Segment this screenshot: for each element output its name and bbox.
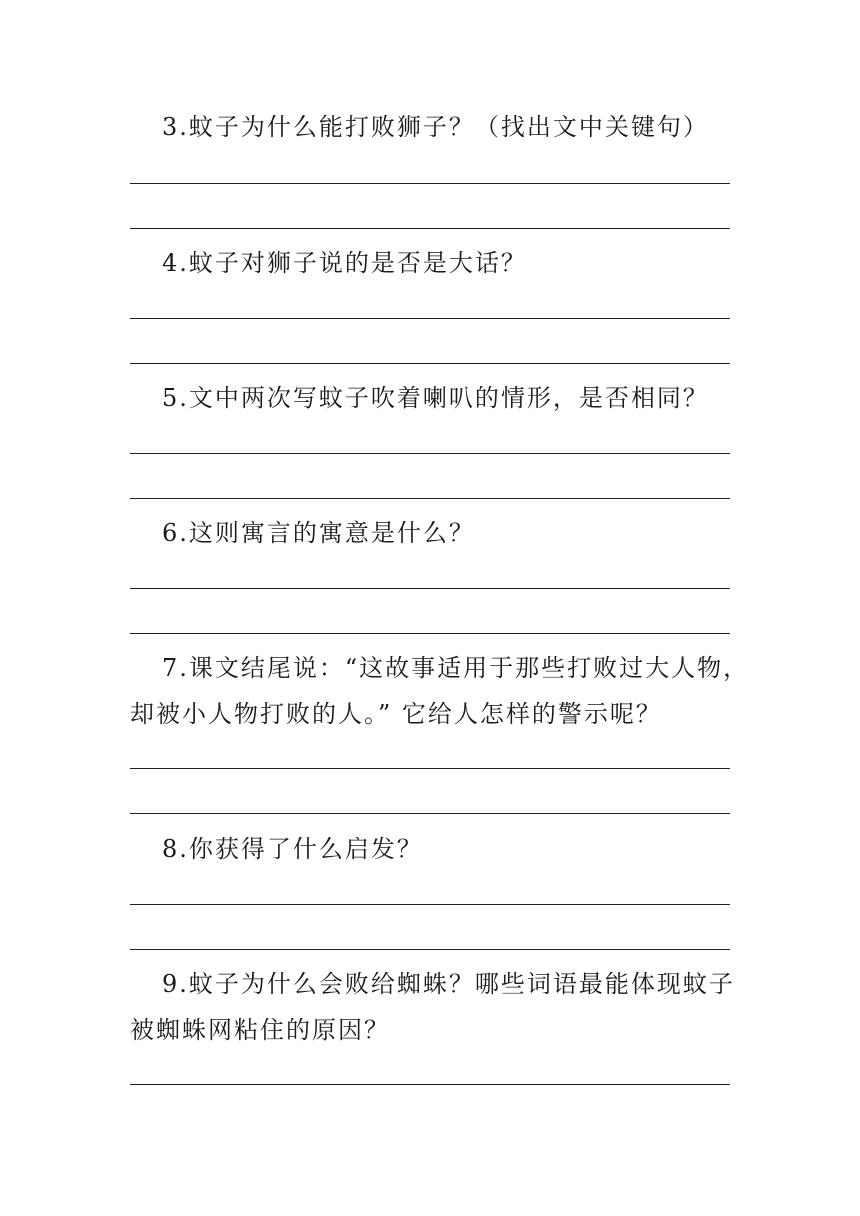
question-line bbox=[130, 961, 735, 1007]
answer-line[interactable] bbox=[130, 813, 730, 814]
question-line bbox=[130, 691, 730, 737]
question-line bbox=[130, 1007, 730, 1053]
answer-line[interactable] bbox=[130, 588, 730, 589]
question-4 bbox=[130, 240, 730, 286]
question-text: 课文结尾说：“这故事适用于那些打败过大人物， bbox=[188, 654, 750, 682]
question-5 bbox=[130, 375, 730, 421]
question-text: 蚊子为什么能打败狮子？（找出文中关键句） bbox=[188, 113, 709, 141]
question-3 bbox=[130, 104, 730, 150]
answer-line[interactable] bbox=[130, 949, 730, 950]
question-text: 被蜘蛛网粘住的原因？ bbox=[130, 1016, 390, 1044]
question-9 bbox=[130, 961, 735, 1053]
answer-line[interactable] bbox=[130, 1084, 730, 1085]
question-6 bbox=[130, 510, 730, 556]
question-text: 文中两次写蚊子吹着喇叭的情形，是否相同？ bbox=[188, 384, 709, 412]
answer-line[interactable] bbox=[130, 363, 730, 364]
question-text: 蚊子对狮子说的是否是大话？ bbox=[188, 249, 527, 277]
question-line bbox=[130, 645, 750, 691]
answer-line[interactable] bbox=[130, 228, 730, 229]
answer-line[interactable] bbox=[130, 904, 730, 905]
question-8 bbox=[130, 826, 730, 872]
answer-line[interactable] bbox=[130, 498, 730, 499]
question-text: 这则寓言的寓意是什么？ bbox=[188, 519, 475, 547]
question-7 bbox=[130, 645, 750, 737]
question-number: 3. bbox=[162, 113, 189, 141]
question-number: 6. bbox=[162, 519, 189, 547]
question-text: 你获得了什么启发？ bbox=[188, 835, 423, 863]
answer-line[interactable] bbox=[130, 453, 730, 454]
question-number: 5. bbox=[162, 384, 189, 412]
answer-line[interactable] bbox=[130, 318, 730, 319]
question-number: 7. bbox=[162, 654, 189, 682]
question-text: 蚊子为什么会败给蜘蛛？哪些词语最能体现蚊子 bbox=[188, 970, 735, 998]
question-number: 8. bbox=[162, 835, 189, 863]
answer-line[interactable] bbox=[130, 183, 730, 184]
answer-line[interactable] bbox=[130, 633, 730, 634]
question-number: 4. bbox=[162, 249, 189, 277]
question-text: 却被小人物打败的人。” 它给人怎样的警示呢？ bbox=[130, 700, 662, 728]
question-number: 9. bbox=[162, 970, 189, 998]
answer-line[interactable] bbox=[130, 768, 730, 769]
